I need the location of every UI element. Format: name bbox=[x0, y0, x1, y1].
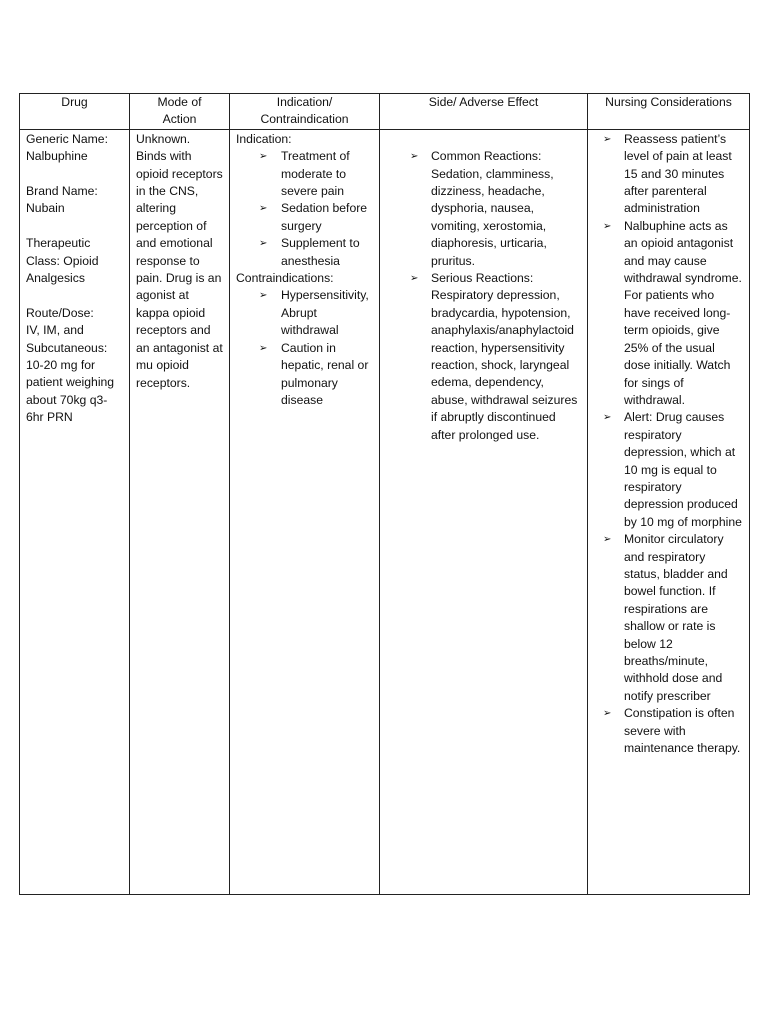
drug-card-table bbox=[19, 93, 750, 895]
nursing-cell bbox=[588, 129, 750, 894]
route-line-4: patient weighing bbox=[26, 375, 115, 390]
route-label: Route/Dose: bbox=[26, 305, 94, 320]
indication-cell bbox=[230, 129, 380, 894]
mode-of-action-cell bbox=[130, 129, 230, 894]
list-item: ➢ Treatment of moderate to severe pain bbox=[259, 149, 350, 199]
route-line-1: IV, IM, and bbox=[26, 323, 84, 338]
arrow-bullet-icon: ➢ bbox=[410, 273, 419, 285]
brand-name-value: Nubain bbox=[26, 201, 65, 216]
list-item: ➢ Common Reactions: Sedation, clamminess, dizziness, headache, dysphoria, nausea, vomiting, xerostomia, diaphoresis, urticaria, pruritus. bbox=[410, 149, 554, 268]
nursing-list bbox=[594, 131, 743, 758]
list-item: ➢ Alert: Drug causes respiratory depression, which at 10 mg is equal to respiratory depression produced by 10 mg of morphine bbox=[603, 410, 742, 529]
list-item: ➢ Supplement to anesthesia bbox=[259, 236, 360, 268]
arrow-bullet-icon: ➢ bbox=[603, 220, 612, 232]
generic-name-label: Generic Name: bbox=[26, 131, 108, 146]
list-item: ➢ Caution in hepatic, renal or pulmonary disease bbox=[259, 340, 369, 407]
arrow-bullet-icon: ➢ bbox=[410, 151, 419, 163]
list-item: ➢ Monitor circulatory and respiratory status, bladder and bowel function. If respirations are shallow or rate is below 12 breaths/minute, withhold dose and notify prescriber bbox=[603, 532, 728, 703]
header-side-effects: Side/ Adverse Effect bbox=[380, 94, 588, 130]
route-line-5: about 70kg q3- bbox=[26, 392, 108, 407]
contraindication-label: Contraindications: bbox=[236, 271, 334, 286]
arrow-bullet-icon: ➢ bbox=[603, 708, 612, 720]
class-line-2: Class: Opioid bbox=[26, 253, 99, 268]
indication-list bbox=[236, 148, 373, 270]
arrow-bullet-icon: ➢ bbox=[259, 238, 268, 250]
arrow-bullet-icon: ➢ bbox=[259, 290, 268, 302]
arrow-bullet-icon: ➢ bbox=[603, 412, 612, 424]
drug-cell bbox=[20, 129, 130, 894]
arrow-bullet-icon: ➢ bbox=[259, 203, 268, 215]
mode-of-action-text: Unknown. Binds with opioid receptors in the CNS, altering perception of and emotional response to pain. Drug is an agonist at kappa opioid receptors and an antagonist at mu opioid receptors. bbox=[136, 131, 223, 390]
indication-label: Indication: bbox=[236, 131, 292, 146]
side-effects-list bbox=[386, 148, 581, 444]
class-line-1: Therapeutic bbox=[26, 236, 91, 251]
side-effects-cell bbox=[380, 129, 588, 894]
route-line-2: Subcutaneous: bbox=[26, 340, 108, 355]
header-nursing: Nursing Considerations bbox=[588, 94, 750, 130]
contraindication-list bbox=[236, 287, 373, 409]
list-item: ➢ Hypersensitivity, Abrupt withdrawal bbox=[259, 288, 369, 338]
list-item: ➢ Reassess patient’s level of pain at least 15 and 30 minutes after parenteral administration bbox=[603, 131, 732, 216]
list-item: ➢ Serious Reactions: Respiratory depression, bradycardia, hypotension, anaphylaxis/anaphylactoid reaction, hypersensitivity reaction, shock, laryngeal edema, dependency, abuse, withdrawal seizures if abruptly discontinued after prolonged use. bbox=[410, 271, 578, 442]
arrow-bullet-icon: ➢ bbox=[259, 151, 268, 163]
header-row bbox=[20, 94, 750, 130]
generic-name-value: Nalbuphine bbox=[26, 149, 88, 164]
content-row bbox=[20, 129, 750, 894]
header-drug: Drug bbox=[20, 94, 130, 130]
arrow-bullet-icon: ➢ bbox=[603, 133, 612, 145]
route-line-3: 10-20 mg for bbox=[26, 358, 96, 373]
header-indication: Indication/ Contraindication bbox=[230, 94, 380, 130]
class-line-3: Analgesics bbox=[26, 271, 85, 286]
arrow-bullet-icon: ➢ bbox=[603, 534, 612, 546]
route-line-6: 6hr PRN bbox=[26, 410, 73, 425]
arrow-bullet-icon: ➢ bbox=[259, 342, 268, 354]
list-item: ➢ Sedation before surgery bbox=[259, 201, 368, 233]
header-mode-of-action: Mode of Action bbox=[130, 94, 230, 130]
list-item: ➢ Constipation is often severe with maintenance therapy. bbox=[603, 706, 741, 756]
list-item: ➢ Nalbuphine acts as an opioid antagonist and may cause withdrawal syndrome. For patients who have received long- term opioids, give 25% of the usual dose initially. Watch for sings of withdrawal. bbox=[603, 218, 742, 407]
brand-name-label: Brand Name: bbox=[26, 184, 98, 199]
